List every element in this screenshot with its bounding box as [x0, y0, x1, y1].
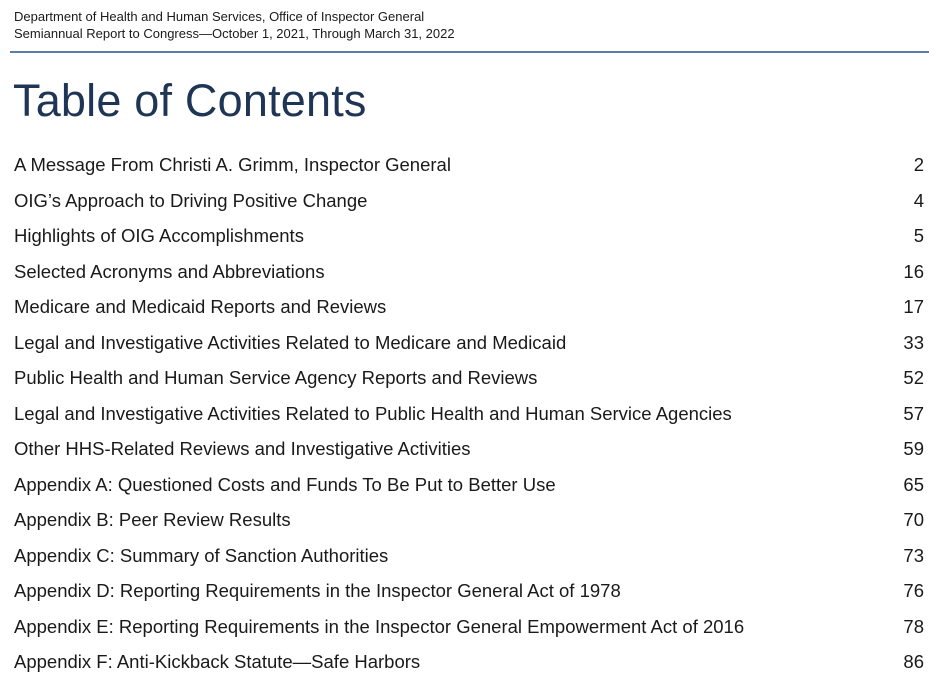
toc-entry-label[interactable]: Appendix D: Reporting Requirements in the Inspector General Act of 1978 — [14, 580, 621, 601]
toc-entry-label[interactable]: Selected Acronyms and Abbreviations — [14, 260, 325, 282]
toc-entry[interactable] — [14, 147, 924, 183]
toc-entry-page[interactable]: 57 — [903, 402, 924, 424]
toc-entry-label[interactable]: Appendix F: Anti-Kickback Statute—Safe Harbors — [14, 651, 421, 672]
toc-entry[interactable] — [14, 502, 924, 538]
toc-entry[interactable] — [14, 538, 924, 574]
toc-entry[interactable] — [14, 396, 924, 432]
toc-entry-label[interactable]: Medicare and Medicaid Reports and Reviews — [14, 296, 387, 317]
toc-entry[interactable] — [14, 467, 924, 503]
toc-entry-page[interactable]: 33 — [903, 331, 924, 353]
toc-entry-label[interactable]: Highlights of OIG Accomplishments — [14, 225, 304, 246]
toc-entry[interactable] — [14, 183, 924, 219]
toc-entry-label[interactable]: Appendix A: Questioned Costs and Funds To Be Put to Better Use — [14, 473, 556, 495]
toc-entry-label[interactable]: Other HHS-Related Reviews and Investigative Activities — [14, 438, 471, 459]
toc-entry-label[interactable]: A Message From Christi A. Grimm, Inspector General — [14, 154, 451, 175]
toc-entry-label[interactable]: Legal and Investigative Activities Related to Medicare and Medicaid — [14, 331, 567, 353]
toc-entry[interactable] — [14, 431, 924, 467]
running-header — [14, 8, 929, 42]
toc-entry-page[interactable]: 86 — [903, 651, 924, 672]
page-title: Table of Contents — [13, 75, 367, 126]
toc-entry-page[interactable]: 2 — [913, 154, 924, 175]
header-agency-line: Department of Health and Human Services, Office of Inspector General — [14, 9, 425, 24]
toc-entry-page[interactable]: 52 — [903, 367, 924, 388]
toc-entry-page[interactable]: 70 — [903, 509, 924, 530]
toc-entry-label[interactable]: Appendix B: Peer Review Results — [14, 509, 291, 530]
toc-entry[interactable] — [14, 289, 924, 325]
toc-entry-page[interactable]: 76 — [903, 580, 924, 601]
toc-entry[interactable] — [14, 325, 924, 361]
toc-entry[interactable] — [14, 218, 924, 254]
header-divider — [10, 51, 929, 53]
toc-entry[interactable] — [14, 360, 924, 396]
toc-entry[interactable] — [14, 254, 924, 290]
toc-entry-label[interactable]: Appendix E: Reporting Requirements in the Inspector General Empowerment Act of 2016 — [14, 615, 745, 637]
toc-entry-page[interactable]: 4 — [913, 189, 924, 211]
toc-entry[interactable] — [14, 573, 924, 609]
toc-entry-label[interactable]: Appendix C: Summary of Sanction Authorities — [14, 544, 389, 566]
toc-entry-label[interactable]: Public Health and Human Service Agency Reports and Reviews — [14, 367, 538, 388]
toc-entry-page[interactable]: 5 — [913, 225, 924, 246]
toc-entry-page[interactable]: 73 — [903, 544, 924, 566]
toc-entry[interactable] — [14, 644, 924, 680]
toc-entry-page[interactable]: 17 — [903, 296, 924, 317]
toc-entry-page[interactable]: 59 — [903, 438, 924, 459]
toc-entry[interactable] — [14, 609, 924, 645]
toc-entry-label[interactable]: Legal and Investigative Activities Related to Public Health and Human Service Agencies — [14, 402, 732, 424]
table-of-contents — [14, 147, 924, 680]
toc-entry-label[interactable]: OIG’s Approach to Driving Positive Change — [14, 189, 368, 211]
toc-entry-page[interactable]: 78 — [903, 615, 924, 637]
toc-entry-page[interactable]: 16 — [903, 260, 924, 282]
toc-entry-page[interactable]: 65 — [903, 473, 924, 495]
header-report-line: Semiannual Report to Congress—October 1, 2021, Through March 31, 2022 — [14, 26, 455, 41]
